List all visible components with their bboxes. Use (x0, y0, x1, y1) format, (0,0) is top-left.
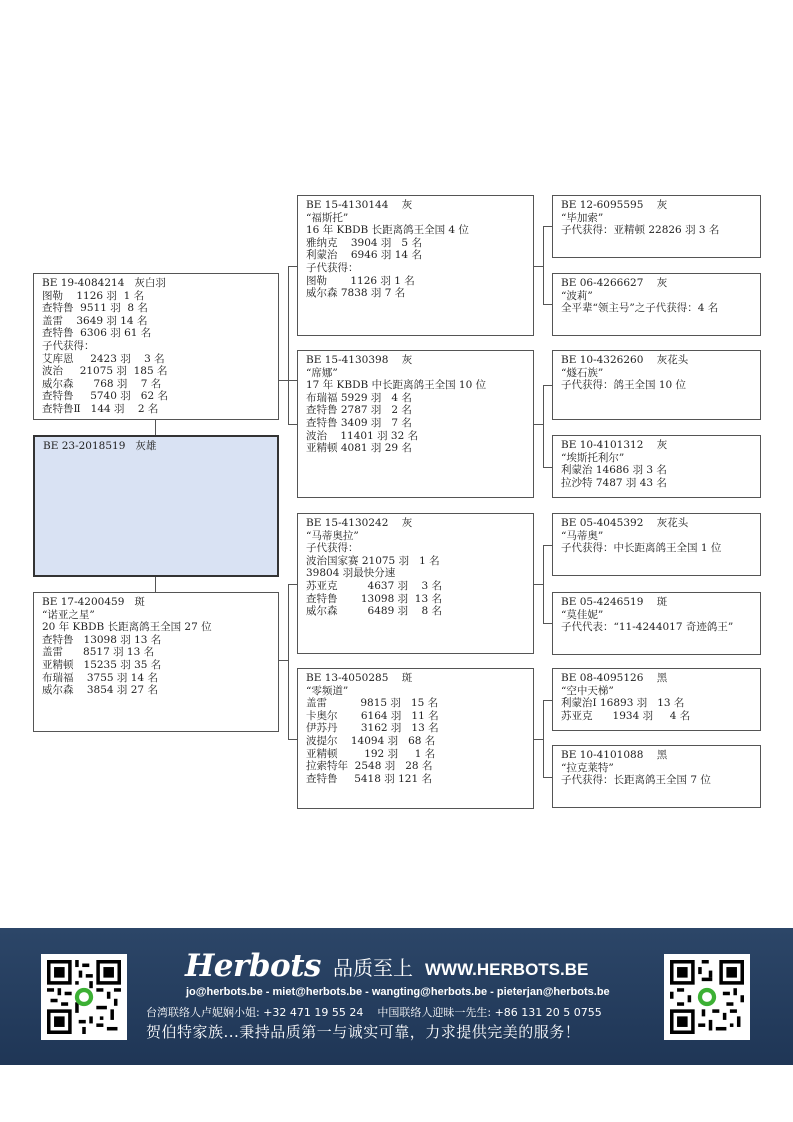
card-line: 图勒 1126 羽 1 名 (306, 274, 415, 287)
card-line: 20 年 KBDB 长距离鸽王全国 27 位 (42, 621, 212, 634)
card-line: 图勒 1126 羽 1 名 (42, 289, 145, 302)
card-line: 查特鲁 6306 羽 61 名 (42, 327, 152, 340)
dam-dam-sire-card (552, 668, 761, 731)
wechat-qr-icon (664, 954, 750, 1040)
connector (543, 700, 552, 701)
card-line: “马蒂奥” (561, 529, 604, 542)
ring-number: BE 08-4095126 黑 (561, 672, 668, 684)
connector (543, 545, 552, 546)
card-line: 盖雷 8517 羽 13 名 (42, 646, 155, 659)
card-line: 子代获得： (306, 542, 359, 555)
connector (288, 584, 297, 585)
email-list[interactable]: jo@herbots.be - miet@herbots.be - wangting@herbots.be - pieterjan@herbots.be (186, 986, 610, 998)
connector (534, 424, 543, 425)
card-line: “零频道” (306, 684, 349, 697)
card-line: “埃斯托利尔” (561, 451, 625, 464)
card-line: 利蒙治 6946 羽 14 名 (306, 249, 422, 262)
connector (288, 266, 297, 267)
card-line: 子代获得：中长距离鸽王全国 1 位 (561, 542, 722, 555)
card-line: 39804 羽最快分速 (306, 567, 396, 580)
card-line: 伊苏丹 3162 羽 13 名 (306, 722, 439, 735)
card-line: 艾库恩 2423 羽 3 名 (42, 352, 165, 365)
card-line: 盖雷 3649 羽 14 名 (42, 314, 148, 327)
brand-row (185, 948, 588, 984)
card-line: 17 年 KBDB 中长距离鸽王全国 10 位 (306, 379, 487, 392)
card-line: 亚精顿 192 羽 1 名 (306, 747, 436, 760)
connector (288, 584, 289, 739)
card-line: 利蒙治Ⅰ 16893 羽 13 名 (561, 697, 685, 710)
card-line: 子代代表：“11-4244017 奇迹鸽王” (561, 621, 734, 634)
qr-code-left (47, 960, 121, 1034)
card-line: 波治 11401 羽 32 名 (306, 429, 419, 442)
card-line: “波莉” (561, 289, 593, 302)
card-line: 雅纳克 3904 羽 5 名 (306, 236, 422, 249)
card-line: 查特鲁 13098 羽 13 名 (306, 592, 442, 605)
connector (288, 266, 289, 424)
connector (288, 424, 297, 425)
dam-sire-dam-card (552, 592, 761, 655)
sire-card (33, 273, 279, 420)
connector (155, 420, 156, 435)
sire-dam-dam-card (552, 435, 761, 498)
card-line: 查特鲁 13098 羽 13 名 (42, 633, 162, 646)
qr-code-right (670, 960, 744, 1034)
card-line: 波治 21075 羽 185 名 (42, 365, 168, 378)
ring-number: BE 10-4326260 灰花头 (561, 354, 689, 366)
card-line: 子代获得：长距离鸽王全国 7 位 (561, 774, 711, 787)
herbots-logo: Herbots (185, 948, 321, 984)
card-line: 亚精顿 15235 羽 35 名 (42, 658, 162, 671)
card-line: 苏亚克 1934 羽 4 名 (561, 709, 691, 722)
card-line: 亚精顿 4081 羽 29 名 (306, 442, 412, 455)
connector (288, 739, 297, 740)
ring-number: BE 05-4246519 斑 (561, 596, 668, 608)
connector (534, 739, 543, 740)
card-line: 卡奥尔 6164 羽 11 名 (306, 709, 439, 722)
ring-number: BE 19-4084214 灰白羽 (42, 277, 166, 289)
ring-number: BE 10-4101088 黑 (561, 749, 668, 761)
website-link[interactable]: WWW.HERBOTS.BE (424, 960, 589, 979)
connector (543, 623, 552, 624)
card-line: “福斯托” (306, 211, 349, 224)
card-line: 子代获得： (42, 339, 95, 352)
dam-sire-sire-card (552, 513, 761, 576)
footer-banner (0, 928, 793, 1065)
connector (543, 385, 552, 386)
card-line: 查特鲁 5740 羽 62 名 (42, 390, 168, 403)
card-line: 拉索特年 2548 羽 28 名 (306, 760, 433, 773)
card-line: 全平辈“领主号”之子代获得：4 名 (561, 302, 719, 315)
ring-number: BE 05-4045392 灰花头 (561, 517, 689, 529)
contact-info: 台湾联络人卢妮娴小姐: +32 471 19 55 24 中国联络人迎昧一先生: +86 131 20 5 0755 (146, 1006, 602, 1019)
dam-card (33, 592, 279, 732)
card-line: 威尔森 3854 羽 27 名 (42, 684, 158, 697)
dam-dam-dam-card (552, 745, 761, 808)
card-line: 子代获得： (306, 261, 359, 274)
card-line: “席娜” (306, 366, 338, 379)
sire-dam-sire-card (552, 350, 761, 420)
card-line: 苏亚克 4637 羽 3 名 (306, 579, 442, 592)
connector (534, 266, 543, 267)
card-line: 拉沙特 7487 羽 43 名 (561, 476, 667, 489)
card-line: 波提尔 14094 羽 68 名 (306, 734, 436, 747)
connector (155, 577, 156, 592)
ring-number: BE 23-2018519 灰雄 (43, 440, 157, 452)
card-line: 利蒙治 14686 羽 3 名 (561, 464, 667, 477)
card-line: 查特鲁 2787 羽 2 名 (306, 404, 412, 417)
sire-sire-sire-card (552, 195, 761, 258)
card-line: 布瑞福 3755 羽 14 名 (42, 671, 158, 684)
card-line: “马蒂奥拉” (306, 529, 359, 542)
connector (543, 226, 552, 227)
connector (279, 660, 288, 661)
card-line: 16 年 KBDB 长距离鸽王全国 4 位 (306, 224, 469, 237)
ring-number: BE 12-6095595 灰 (561, 199, 668, 211)
ring-number: BE 13-4050285 斑 (306, 672, 413, 684)
wechat-qr-icon (41, 954, 127, 1040)
connector (534, 584, 543, 585)
ring-number: BE 06-4266627 灰 (561, 277, 668, 289)
sire-dam-card (297, 350, 534, 498)
slogan-short: 品质至上 (332, 956, 413, 980)
card-line: 威尔森 6489 羽 8 名 (306, 605, 442, 618)
card-line: 查特鲁 9511 羽 8 名 (42, 302, 148, 315)
card-line: 子代获得：鸽王全国 10 位 (561, 379, 687, 392)
card-line: 威尔森 7838 羽 7 名 (306, 287, 406, 300)
card-line: “燧石族” (561, 366, 604, 379)
ring-number: BE 15-4130398 灰 (306, 354, 413, 366)
connector (543, 545, 544, 623)
subject-card (33, 435, 279, 577)
card-line: “诺亚之星” (42, 608, 95, 621)
sire-sire-dam-card (552, 273, 761, 336)
connector (543, 700, 544, 777)
card-line: 查特鲁Ⅱ 144 羽 2 名 (42, 402, 159, 415)
card-line: 查特鲁 3409 羽 7 名 (306, 416, 412, 429)
card-line: 盖雷 9815 羽 15 名 (306, 697, 439, 710)
card-line: 威尔森 768 羽 7 名 (42, 377, 162, 390)
dam-sire-card (297, 513, 534, 654)
sire-sire-card (297, 195, 534, 336)
company-motto: 贺伯特家族...秉持品质第一与诚实可靠，力求提供完美的服务！ (146, 1023, 581, 1041)
card-line: 波治国家赛 21075 羽 1 名 (306, 554, 440, 567)
card-line: “莫佳妮” (561, 608, 604, 621)
ring-number: BE 17-4200459 斑 (42, 596, 145, 608)
card-line: “毕加索” (561, 211, 604, 224)
ring-number: BE 15-4130144 灰 (306, 199, 413, 211)
card-line: 布瑞福 5929 羽 4 名 (306, 391, 412, 404)
card-line: “空中天梯” (561, 684, 614, 697)
card-line: “拉克莱特” (561, 761, 614, 774)
connector (543, 226, 544, 304)
dam-dam-card (297, 668, 534, 809)
card-line: 子代获得：亚精顿 22826 羽 3 名 (561, 224, 720, 237)
ring-number: BE 15-4130242 灰 (306, 517, 413, 529)
card-line: 查特鲁 5418 羽 121 名 (306, 772, 432, 785)
connector (543, 777, 552, 778)
connector (543, 385, 544, 467)
connector (543, 304, 552, 305)
connector (543, 467, 552, 468)
ring-number: BE 10-4101312 灰 (561, 439, 668, 451)
